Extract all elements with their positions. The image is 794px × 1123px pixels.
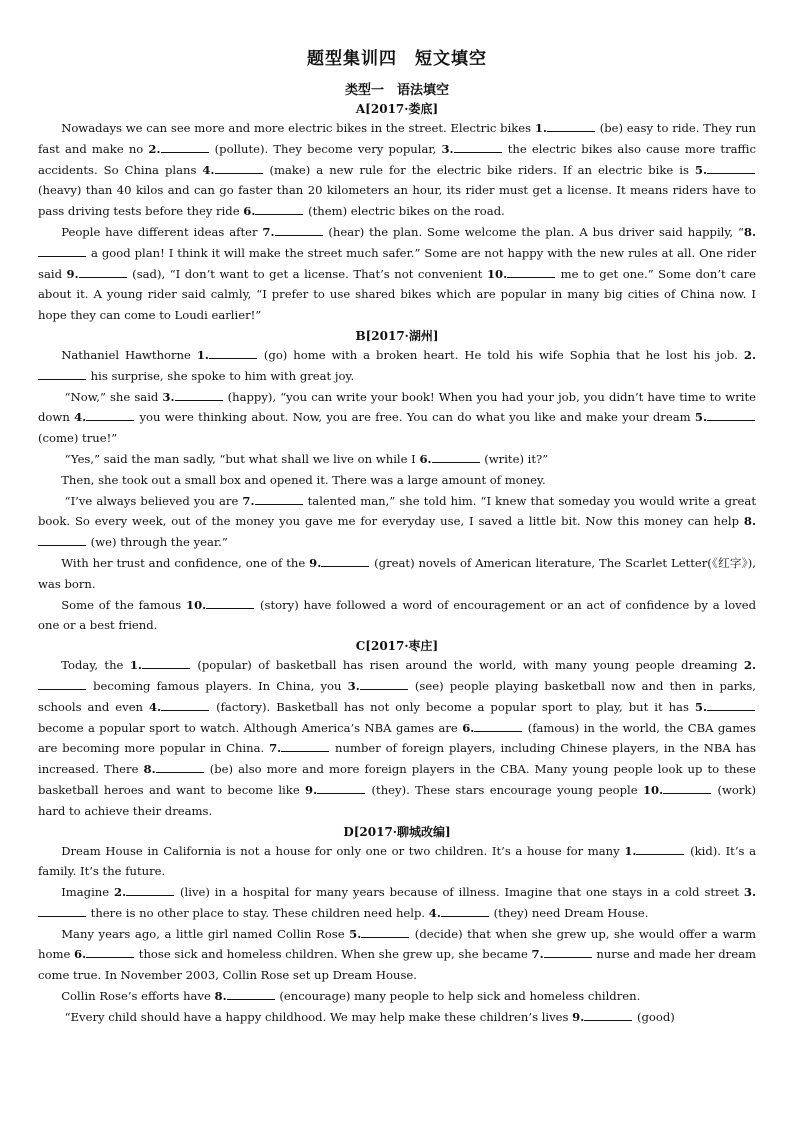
- answer-blank[interactable]: [432, 451, 480, 463]
- blank-number: 3.: [743, 885, 756, 900]
- answer-blank[interactable]: [38, 534, 86, 546]
- blank-number: 5.: [694, 699, 707, 714]
- blank-number: 10.: [186, 597, 207, 612]
- blank-number: 2.: [114, 885, 127, 900]
- answer-blank[interactable]: [547, 120, 595, 132]
- blank-number: 7.: [531, 947, 544, 962]
- answer-blank[interactable]: [454, 141, 502, 153]
- passage-paragraph: Some of the famous 10. (story) have followed a word of encouragement or an act of confidence by a loved one or a best friend.: [38, 597, 757, 633]
- passage-paragraph: “Yes,” said the man sadly, “but what shall we live on while I 6. (write) it?”: [64, 451, 549, 466]
- blank-number: 3.: [162, 389, 175, 404]
- answer-blank[interactable]: [161, 699, 209, 711]
- answer-blank[interactable]: [79, 266, 127, 278]
- answer-blank[interactable]: [38, 678, 86, 690]
- answer-blank[interactable]: [636, 843, 684, 855]
- blank-number: 4.: [202, 162, 215, 177]
- answer-blank[interactable]: [361, 926, 409, 938]
- passage-paragraph: People have different ideas after 7. (hear) the plan. Some welcome the plan. A bus driver said happily, “8. a good plan! I think it will make the street much safer.” Some are not happy with the new rules at all. One rider said 9. (sad), “I don’t want to get a license. That’s not convenient 10. me to get one.” Some don’t care about it. A young rider said calmly, “I prefer to use shared bikes which are popular in many big cities of China now. I hope they can come to Loudi earlier!”: [38, 224, 757, 323]
- answer-blank[interactable]: [544, 946, 592, 958]
- blank-number: 6.: [462, 720, 475, 735]
- answer-blank[interactable]: [126, 884, 174, 896]
- answer-blank[interactable]: [209, 347, 257, 359]
- blank-number: 6.: [243, 204, 256, 219]
- blank-number: 6.: [419, 451, 432, 466]
- answer-blank[interactable]: [441, 905, 489, 917]
- answer-blank[interactable]: [161, 141, 209, 153]
- answer-blank[interactable]: [584, 1009, 632, 1021]
- blank-number: 8.: [214, 989, 227, 1004]
- passage-paragraph: Many years ago, a little girl named Collin Rose 5. (decide) that when she grew up, she would offer a warm home 6. those sick and homeless children. When she grew up, she became 7. nurse and made her dream come true. In November 2003, Collin Rose set up Dream House.: [38, 926, 756, 983]
- answer-blank[interactable]: [206, 597, 254, 609]
- answer-blank[interactable]: [317, 782, 365, 794]
- answer-blank[interactable]: [707, 699, 755, 711]
- blank-number: 1.: [129, 658, 142, 673]
- answer-blank[interactable]: [707, 162, 755, 174]
- passage-paragraph: Imagine 2. (live) in a hospital for many years because of illness. Imagine that one stays in a cold street 3. there is no other place to stay. These children need help. 4. (they) need Dream House.: [38, 882, 756, 924]
- blank-number: 2.: [743, 347, 756, 362]
- answer-blank[interactable]: [86, 409, 134, 421]
- passage-heading: D[2017·聊城改编]: [343, 824, 451, 839]
- passage-heading: B[2017·湖州]: [355, 328, 439, 343]
- blank-number: 1.: [624, 843, 637, 858]
- answer-blank[interactable]: [321, 555, 369, 567]
- blank-number: 7.: [269, 741, 282, 756]
- blank-number: 5.: [694, 410, 707, 425]
- blank-number: 4.: [428, 905, 441, 920]
- passage-paragraph: With her trust and confidence, one of the 9. (great) novels of American literature, The Scarlet Letter(《红字》), was born.: [38, 555, 756, 591]
- answer-blank[interactable]: [38, 368, 86, 380]
- answer-blank[interactable]: [281, 740, 329, 752]
- blank-number: 10.: [642, 782, 664, 797]
- answer-blank[interactable]: [86, 946, 134, 958]
- answer-blank[interactable]: [275, 224, 323, 236]
- blank-number: 4.: [149, 699, 162, 714]
- answer-blank[interactable]: [360, 678, 408, 690]
- answer-blank[interactable]: [215, 162, 263, 174]
- passage-paragraph: Today, the 1. (popular) of basketball has risen around the world, with many young people dreaming 2. becoming famous players. In China, you 3. (see) people playing basketball now and then in parks, schools and even 4. (factory). Basketball has not only become a popular sport to play, but it has 5. become a popular sport to watch. Although America’s NBA games are 6. (famous) in the world, the CBA games are becoming more popular in China. 7. number of foreign players, including Chinese players, in the NBA has increased. There 8. (be) also more and more foreign players in the CBA. Many young people look up to these basketball heroes and want to become like 9. (they). These stars encourage young people 10. (work) hard to achieve their dreams.: [38, 658, 756, 818]
- blank-number: 5.: [349, 926, 362, 941]
- blank-number: 10.: [486, 266, 508, 281]
- blank-number: 2.: [148, 141, 161, 156]
- blank-number: 9.: [305, 782, 318, 797]
- blank-number: 2.: [743, 658, 756, 673]
- answer-blank[interactable]: [255, 493, 303, 505]
- answer-blank[interactable]: [142, 657, 190, 669]
- blank-number: 9.: [66, 266, 79, 281]
- page-subtitle: 类型一 语法填空: [344, 83, 449, 98]
- page-title: 题型集训四 短文填空: [307, 49, 487, 69]
- answer-blank[interactable]: [175, 389, 223, 401]
- answer-blank[interactable]: [38, 905, 86, 917]
- passage-paragraph: “I’ve always believed you are 7. talented man,” she told him. “I knew that someday you would write a great book. So every week, out of the money you gave me for everyday use, I saved a little bit. Now this money can help 8. (we) through the year.”: [38, 493, 756, 550]
- blank-number: 8.: [743, 514, 756, 529]
- blank-number: 3.: [441, 141, 454, 156]
- passage-paragraph: Nathaniel Hawthorne 1. (go) home with a broken heart. He told his wife Sophia that he lost his job. 2. his surprise, she spoke to him with great joy.: [38, 345, 756, 387]
- blank-number: 8.: [743, 224, 756, 239]
- passage-heading: A[2017·娄底]: [355, 102, 439, 116]
- answer-blank[interactable]: [474, 720, 522, 732]
- blank-number: 4.: [74, 410, 87, 425]
- blank-number: 5.: [694, 162, 707, 177]
- answer-blank[interactable]: [707, 409, 755, 421]
- blank-number: 8.: [143, 762, 156, 777]
- blank-number: 1.: [534, 121, 547, 135]
- answer-blank[interactable]: [663, 782, 711, 794]
- blank-number: 3.: [347, 678, 360, 693]
- passage-paragraph: “Every child should have a happy childhood. We may help make these children’s lives 9. (good): [64, 1009, 675, 1024]
- answer-blank[interactable]: [255, 203, 303, 215]
- blank-number: 9.: [309, 555, 322, 570]
- answer-blank[interactable]: [227, 988, 275, 1000]
- blank-number: 1.: [196, 347, 209, 362]
- passage-paragraph: “Now,” she said 3. (happy), “you can write your book! When you had your job, you didn’t have time to write down 4. you were thinking about. Now, you are free. You can do what you like and make your dream 5. (come) true!”: [38, 389, 756, 446]
- blank-number: 7.: [242, 493, 255, 508]
- passage-paragraph: Collin Rose’s efforts have 8. (encourage) many people to help sick and homeless children.: [61, 989, 641, 1004]
- passage-paragraph: Dream House in California is not a house for only one or two children. It’s a house for many 1. (kid). It’s a family. It’s the future.: [38, 843, 756, 879]
- answer-blank[interactable]: [156, 761, 204, 773]
- passage-paragraph: Then, she took out a small box and opened it. There was a large amount of money.: [61, 472, 546, 487]
- blank-number: 7.: [262, 224, 275, 239]
- passage-heading: C[2017·枣庄]: [355, 639, 439, 654]
- passage-paragraph: Nowadays we can see more and more electric bikes in the street. Electric bikes 1. (be) easy to ride. They run fast and make no 2. (pollute). They become very popular, 3. the electric bikes also cause more traffic accidents. So China plans 4. (make) a new rule for the electric bike riders. If an electric bike is 5. (heavy) than 40 kilos and can go faster than 20 kilometers an hour, its rider must get a license. It means riders have to pass driving tests before they ride 6. (them) electric bikes on the road.: [38, 121, 756, 219]
- passages: [38, 100, 756, 1028]
- blank-number: 6.: [74, 947, 87, 962]
- blank-number: 9.: [572, 1009, 585, 1024]
- answer-blank[interactable]: [507, 266, 555, 278]
- answer-blank[interactable]: [38, 245, 86, 257]
